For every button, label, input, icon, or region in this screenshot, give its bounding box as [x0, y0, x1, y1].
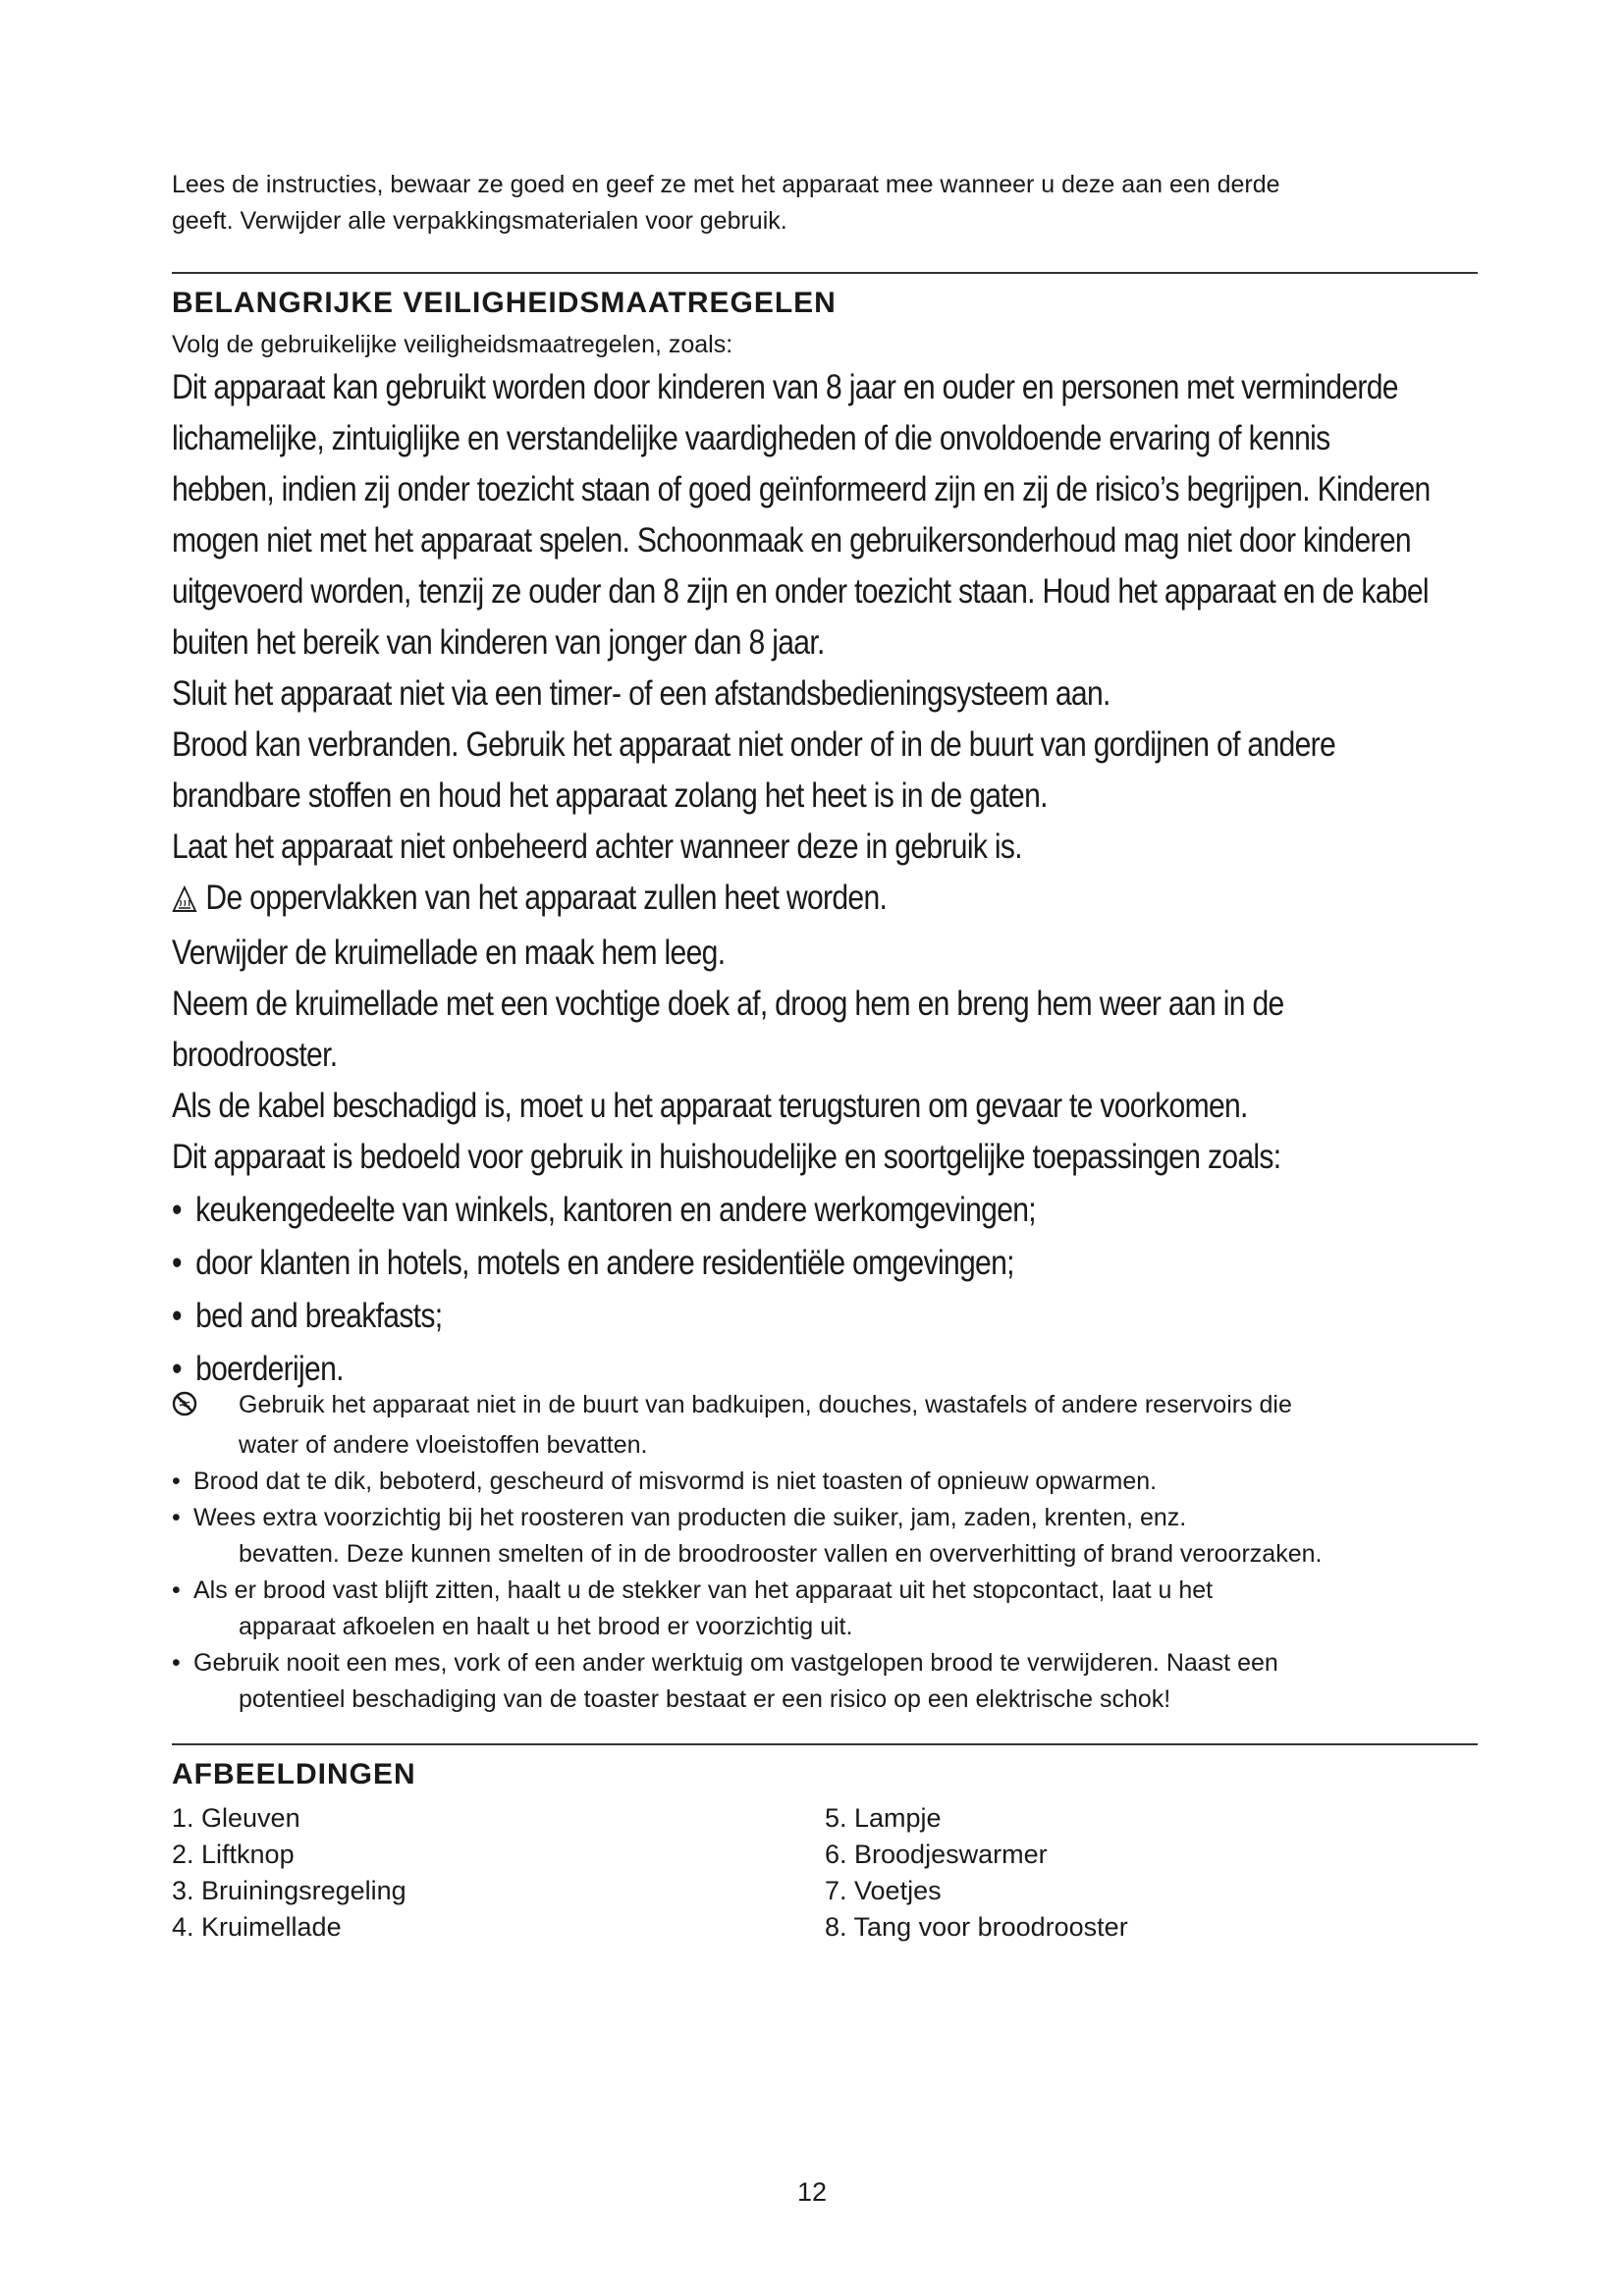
usage-bullet [172, 1185, 1477, 1236]
safety-line: Verwijder de kruimellade en maak hem leeg. [172, 934, 726, 972]
intro-line-1: Lees de instructies, bewaar ze goed en geef ze met het apparaat mee wanneer u deze aan een derde [172, 171, 1280, 198]
section-divider [172, 1743, 1478, 1745]
prohibited-text-2: water of andere vloeistoffen bevatten. [239, 1431, 648, 1459]
bullet-icon: • [172, 1649, 181, 1677]
figure-item: 4. Kruimellade [172, 1912, 342, 1942]
warning-text: Als er brood vast blijft zitten, haalt u de stekker van het apparaat uit het stopcontact, laat u het [193, 1576, 1214, 1604]
figure-item: 2. Liftknop [172, 1840, 295, 1869]
hot-surface-text: De oppervlakken van het apparaat zullen heet worden. [205, 879, 888, 917]
usage-bullet [172, 1291, 1477, 1342]
usage-bullet-text: door klanten in hotels, motels en andere residentiële omgevingen; [195, 1244, 1014, 1282]
safety-line: lichamelijke, zintuiglijke en verstandelijke vaardigheden of die onvoldoende ervaring of kennis [172, 419, 1330, 457]
figure-item: 3. Bruiningsregeling [172, 1876, 406, 1905]
safety-title: BELANGRIJKE VEILIGHEIDSMAATREGELEN [172, 287, 837, 319]
figure-item: 6. Broodjeswarmer [825, 1840, 1048, 1869]
usage-bullet-text: keukengedeelte van winkels, kantoren en andere werkomgevingen; [195, 1191, 1036, 1229]
figures-title: AFBEELDINGEN [172, 1758, 416, 1790]
warning-text: Gebruik nooit een mes, vork of een ander werktuig om vastgelopen brood te verwijderen. Naast een [193, 1649, 1278, 1677]
bullet-icon: • [172, 1297, 182, 1335]
figures-list [172, 1800, 1478, 1946]
safety-line: Laat het apparaat niet onbeheerd achter wanneer deze in gebruik is. [172, 828, 1022, 866]
no-water-icon [172, 1391, 239, 1427]
hot-surface-warning [172, 873, 1477, 928]
bullet-icon: • [172, 1244, 182, 1282]
prohibited-text-cont [172, 1427, 1478, 1464]
section-divider [172, 272, 1478, 274]
safety-line: Dit apparaat kan gebruikt worden door kinderen van 8 jaar en ouder en personen met verminderde [172, 368, 1398, 406]
safety-line: hebben, indien zij onder toezicht staan of goed geïnformeerd zijn en zij de risico’s begrijpen. Kinderen [172, 470, 1431, 508]
safety-line: uitgevoerd worden, tenzij ze ouder dan 8 zijn en onder toezicht staan. Houd het apparaat en de kabel [172, 572, 1429, 611]
safety-line: broodrooster. [172, 1036, 338, 1074]
safety-line: Brood kan verbranden. Gebruik het apparaat niet onder of in de buurt van gordijnen of andere [172, 725, 1336, 764]
bullet-icon: • [172, 1468, 181, 1495]
usage-bullet [172, 1238, 1477, 1289]
figure-item: 1. Gleuven [172, 1803, 300, 1833]
warning-text-cont: potentieel beschadiging van de toaster bestaat er een risico op een elektrische schok! [239, 1685, 1171, 1713]
safety-line: Als de kabel beschadigd is, moet u het apparaat terugsturen om gevaar te voorkomen. [172, 1087, 1248, 1125]
usage-bullet-text: bed and breakfasts; [195, 1297, 443, 1335]
figure-item: 7. Voetjes [825, 1876, 942, 1905]
usage-bullet [172, 1344, 1477, 1395]
figures-right-column [825, 1800, 1478, 1946]
warning-text: Brood dat te dik, beboterd, gescheurd of misvormd is niet toasten of opnieuw opwarmen. [193, 1468, 1158, 1495]
safety-line: Dit apparaat is bedoeld voor gebruik in huishoudelijke en soortgelijke toepassingen zoals: [172, 1138, 1281, 1176]
safety-line: buiten het bereik van kinderen van jonger dan 8 jaar. [172, 623, 825, 662]
hot-surface-warning-icon [172, 877, 205, 928]
warning-bullet [172, 1500, 1478, 1536]
warning-text-cont: apparaat afkoelen en haalt u het brood er voorzichtig uit. [239, 1613, 853, 1640]
bullet-icon: • [172, 1191, 182, 1229]
safety-line: mogen niet met het apparaat spelen. Schoonmaak en gebruikersonderhoud mag niet door kinderen [172, 521, 1411, 560]
bullet-icon: • [172, 1504, 181, 1531]
warning-text-cont: bevatten. Deze kunnen smelten of in de broodrooster vallen en oververhitting of brand veroorzaken. [239, 1540, 1323, 1568]
warning-text: Wees extra voorzichtig bij het roosteren van producten die suiker, jam, zaden, krenten, enz. [193, 1504, 1187, 1531]
prohibited-text: Gebruik het apparaat niet in de buurt van badkuipen, douches, wastafels of andere reservoirs die [239, 1391, 1292, 1418]
page-number: 12 [796, 2177, 828, 2207]
safety-subtitle: Volg de gebruikelijke veiligheidsmaatregelen, zoals: [172, 331, 733, 358]
warning-bullet [172, 1573, 1478, 1609]
figures-left-column [172, 1800, 825, 1946]
bullet-icon: • [172, 1350, 182, 1388]
figure-item: 5. Lampje [825, 1803, 942, 1833]
intro-line-2: geeft. Verwijder alle verpakkingsmaterialen voor gebruik. [172, 207, 787, 235]
figure-item: 8. Tang voor broodrooster [825, 1912, 1128, 1942]
warning-cont [172, 1609, 1478, 1645]
manual-page [172, 167, 1478, 1946]
warning-bullet [172, 1464, 1478, 1500]
safety-line: Sluit het apparaat niet via een timer- of een afstandsbedieningsysteem aan. [172, 674, 1110, 713]
bullet-icon: • [172, 1576, 181, 1604]
safety-main-text [172, 362, 1477, 1395]
small-warnings [172, 1387, 1478, 1718]
warning-bullet [172, 1645, 1478, 1682]
warning-cont [172, 1536, 1478, 1573]
safety-line: brandbare stoffen en houd het apparaat zolang het heet is in de gaten. [172, 776, 1048, 815]
warning-cont [172, 1682, 1478, 1718]
safety-line: Neem de kruimellade met een vochtige doek af, droog hem en breng hem weer aan in de [172, 985, 1284, 1023]
usage-bullet-text: boerderijen. [195, 1350, 344, 1388]
